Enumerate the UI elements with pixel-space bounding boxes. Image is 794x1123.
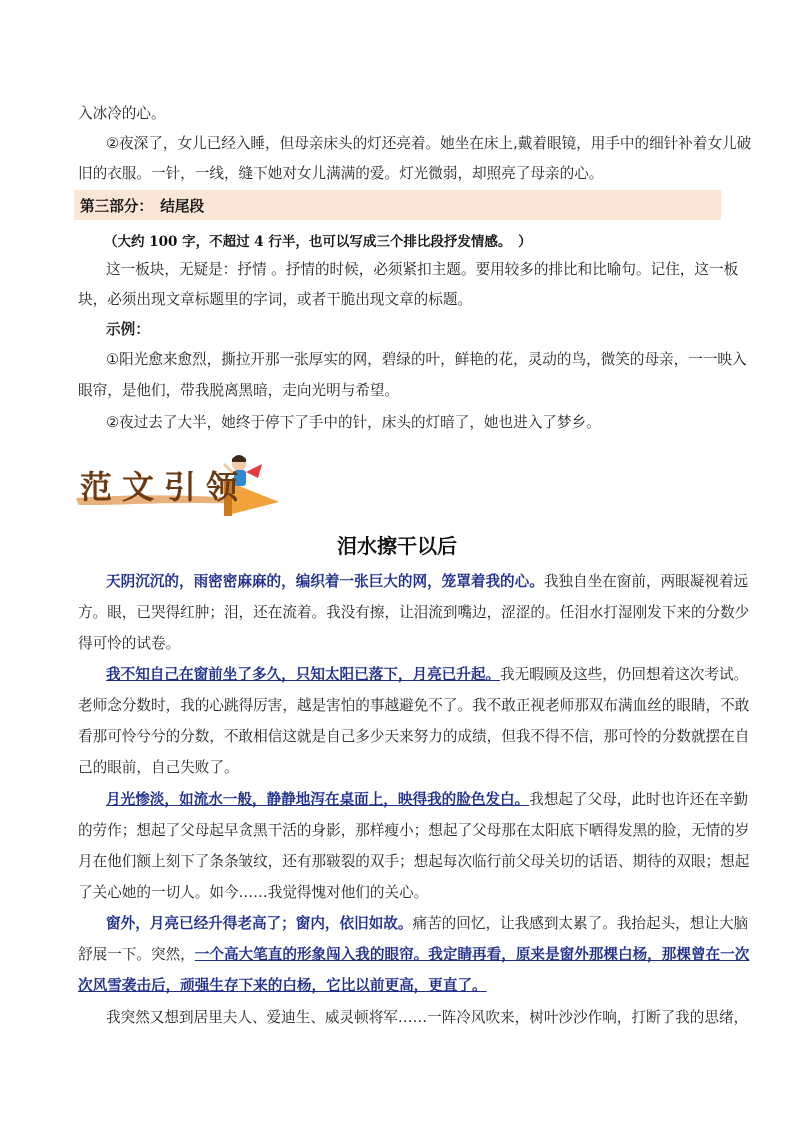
text-line bbox=[106, 665, 748, 685]
text-span: 我无暇顾及这些，仍回想着这次考试。 bbox=[500, 666, 749, 683]
highlighted-sentence: 次风雪袭击后，顽强生存下来的白杨，它比以前更高，更直了。 bbox=[78, 977, 487, 994]
highlighted-sentence: 窗外，月亮已经升得老高了；窗内，依旧如故。 bbox=[106, 915, 413, 932]
text-line bbox=[106, 790, 748, 810]
highlighted-sentence: 一个高大笔直的形象闯入我的眼帘。我定睛再看，原来是窗外那棵白杨，那棵曾在一次 bbox=[194, 946, 750, 963]
section-note: （大约 100 字，不超过 4 行半，也可以写成三个排比段抒发情感。 ） bbox=[104, 234, 532, 250]
text-line: ①阳光愈来愈烈，撕拉开那一张厚实的网，碧绿的叶，鲜艳的花，灵动的鸟，微笑的母亲，一一映入 bbox=[106, 351, 747, 368]
text-line: 旧的衣服。一针，一线，缝下她对女儿满满的爱。灯光微弱，却照亮了母亲的心。 bbox=[78, 165, 604, 182]
text-line: 入冰冷的心。 bbox=[78, 105, 166, 122]
text-line: 了关心她的一切人。如今……我觉得愧对他们的关心。 bbox=[78, 884, 429, 901]
text-line bbox=[78, 976, 487, 996]
text-line: 月在他们额上刻下了条条皱纹，还有那皲裂的双手；想起每次临行前父母关切的话语、期待的双眼；想起 bbox=[78, 853, 750, 870]
text-span: 痛苦的回忆，让我感到太累了。我抬起头，想让大脑 bbox=[412, 915, 749, 932]
text-line: 老师念分数时，我的心跳得厉害，越是害怕的事越避免不了。我不敢正视老师那双布满血丝的眼睛，不敢 bbox=[78, 697, 750, 714]
essay-title: 泪水擦干以后 bbox=[337, 534, 457, 558]
text-span: 我想起了父母，此时也许还在辛勤 bbox=[529, 791, 749, 808]
text-line: 己的眼前，自己失败了。 bbox=[78, 759, 239, 776]
text-line: 得可怜的试卷。 bbox=[78, 635, 181, 652]
text-line: 块，必须出现文章标题里的字词，或者干脆出现文章的标题。 bbox=[78, 291, 473, 308]
text-line bbox=[106, 914, 748, 934]
example-label: 示例： bbox=[106, 321, 150, 338]
banner-title: 范文引领 bbox=[80, 468, 249, 506]
text-line bbox=[106, 572, 748, 592]
text-line: 眼帘，是他们，带我脱离黑暗，走向光明与希望。 bbox=[78, 382, 400, 399]
section-heading: 第三部分： 结尾段 bbox=[80, 198, 205, 215]
text-span: 我独自坐在窗前，两眼凝视着远 bbox=[543, 573, 749, 590]
section-banner bbox=[74, 450, 286, 522]
text-span: 舒展一下。突然， bbox=[78, 946, 195, 963]
section-heading-bar bbox=[74, 190, 721, 220]
highlighted-sentence: 天阴沉沉的，雨密密麻麻的，编织着一张巨大的网，笼罩着我的心。 bbox=[106, 573, 544, 590]
text-line: 看那可怜兮兮的分数，不敢相信这就是自己多少天来努力的成绩，但我不得不信，那可怜的分数就摆在自 bbox=[78, 728, 750, 745]
text-line: ②夜过去了大半，她终于停下了手中的针，床头的灯暗了，她也进入了梦乡。 bbox=[106, 414, 601, 431]
text-line: 我突然又想到居里夫人、爱迪生、威灵顿将军……一阵冷风吹来，树叶沙沙作响，打断了我的思绪， bbox=[106, 1009, 749, 1026]
text-line bbox=[78, 945, 749, 965]
text-line: 这一板块，无疑是：抒情 。抒情的时候，必须紧扣主题。要用较多的排比和比喻句。记住，这一板 bbox=[106, 261, 739, 278]
text-line: ②夜深了，女儿已经入睡，但母亲床头的灯还亮着。她坐在床上,戴着眼镜，用手中的细针补着女儿破 bbox=[106, 135, 752, 152]
highlighted-sentence: 月光惨淡，如流水一般，静静地泻在桌面上，映得我的脸色发白。 bbox=[106, 791, 530, 808]
text-line: 方。眼，已哭得红肿；泪，还在流着。我没有擦，让泪流到嘴边，涩涩的。任泪水打湿刚发下来的分数少 bbox=[78, 604, 750, 621]
text-line: 的劳作；想起了父母起早贪黑干活的身影，那样瘦小；想起了父母那在太阳底下晒得发黑的脸，无情的岁 bbox=[78, 822, 750, 839]
highlighted-sentence: 我不知自己在窗前坐了多久，只知太阳已落下，月亮已升起。 bbox=[106, 666, 501, 683]
